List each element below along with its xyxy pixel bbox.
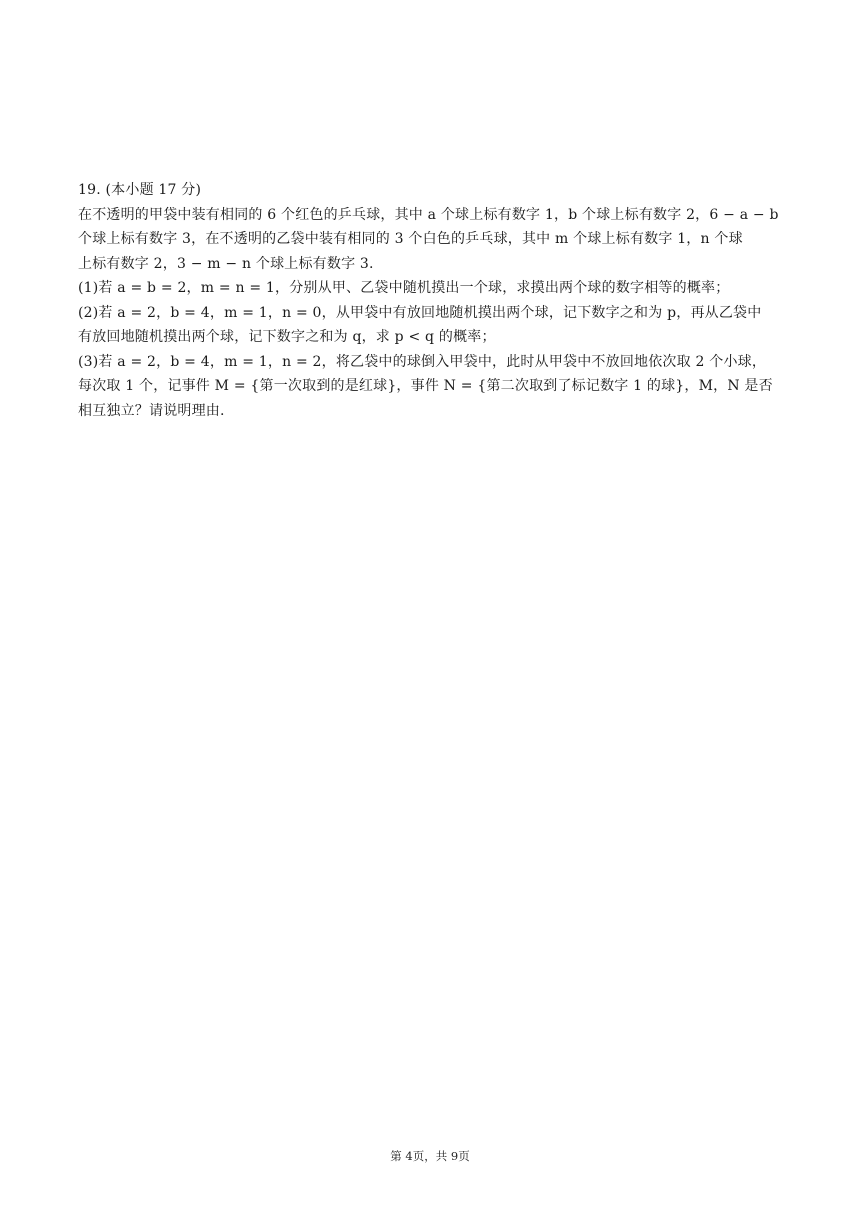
problem-19 [78,178,780,423]
part-2-line-2: 有放回地随机摸出两个球，记下数字之和为 q，求 p < q 的概率； [78,329,496,345]
problem-line-3: 上标有数字 2，3 − m − n 个球上标有数字 3. [78,255,374,272]
part-3-line-2: 每次取 1 个，记事件 M = {第一次取到的是红球}，事件 N = {第二次取到了标记数字 1 的球}，M，N 是否 [78,378,773,394]
problem-line-1: 在不透明的甲袋中装有相同的 6 个红色的乒乓球，其中 a 个球上标有数字 1，b 个球上标有数字 2，6 − a − b [78,206,779,223]
page-footer: 第 4页，共 9页 [390,1149,470,1163]
part-2-line-1: (2)若 a = 2，b = 4，m = 1，n = 0，从甲袋中有放回地随机摸出两个球，记下数字之和为 p，再从乙袋中 [78,304,762,321]
part-1: (1)若 a = b = 2，m = n = 1，分别从甲、乙袋中随机摸出一个球，求摸出两个球的数字相等的概率； [78,280,730,296]
problem-header: 19. (本小题 17 分) [78,182,202,198]
part-3-line-3: 相互独立？请说明理由. [78,402,225,419]
problem-line-2: 个球上标有数字 3，在不透明的乙袋中装有相同的 3 个白色的乒乓球，其中 m 个球上标有数字 1，n 个球 [78,231,743,247]
part-3-line-1: (3)若 a = 2，b = 4，m = 1，n = 2，将乙袋中的球倒入甲袋中，此时从甲袋中不放回地依次取 2 个小球， [78,353,767,370]
